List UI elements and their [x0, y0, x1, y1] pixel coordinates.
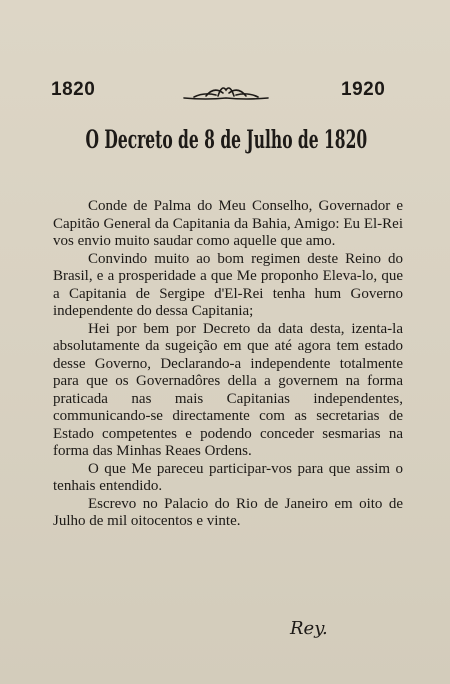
paragraph: Convindo muito ao bom regimen deste Reino do Brasil, e a prosperidade a que Me proponho Eleva-lo, que a Capitania de Sergipe d'El-Rei tenha hum Governo independente do dessa Capitania; — [53, 250, 403, 319]
paragraph: Hei por bem por Decreto da data desta, izenta-la absolutamente da sugeição em que até agora tem estado desse Governo, Declarando-a independente totalmente para que os Governadôres della a governem na forma praticada nas mais Capitanias independentes, communicando-se directamente com as secretarias de Estado competentes e podendo conceder sesmarias na forma das Minhas Reaes Ordens. — [53, 320, 403, 459]
paragraph: Conde de Palma do Meu Conselho, Governador e Capitão General da Capitania da Bahia, Amigo: Eu El-Rei vos envio muito saudar como aquelle que amo. — [53, 198, 403, 249]
flourish-ornament-icon — [182, 80, 270, 102]
document-title: O Decreto de 8 de Julho de 1820 — [85, 125, 368, 154]
decree-text — [53, 198, 403, 531]
paragraph: Escrevo no Palacio do Rio de Janeiro em oito de Julho de mil oitocentos e vinte. — [53, 495, 403, 529]
signature: Rey. — [290, 618, 328, 639]
year-end: 1920 — [341, 79, 386, 100]
year-start: 1820 — [51, 79, 96, 100]
paragraph: O que Me pareceu participar-vos para que assim o tenhais entendido. — [53, 460, 403, 494]
